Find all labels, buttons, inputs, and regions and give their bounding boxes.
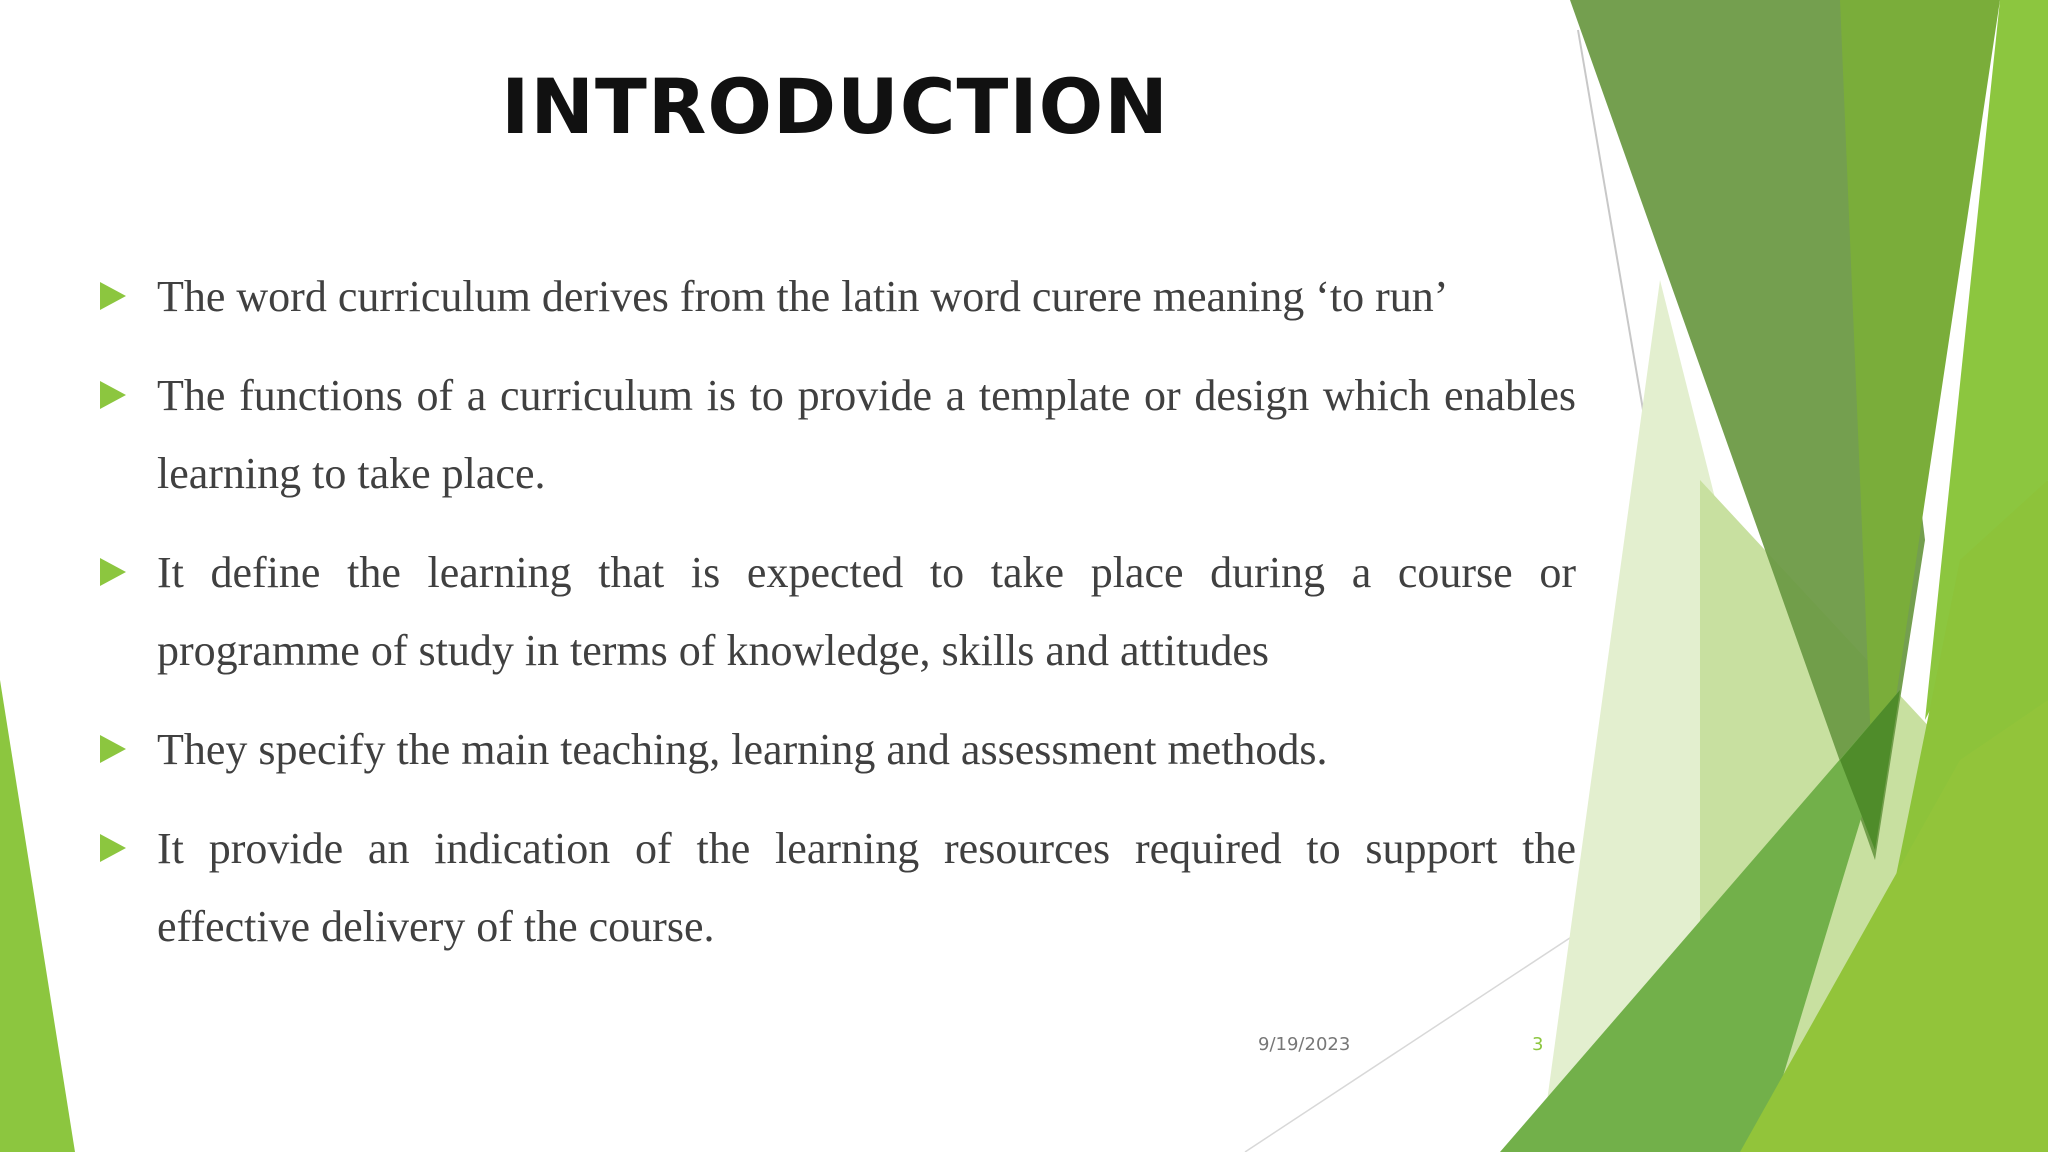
slide-title: INTRODUCTION <box>501 62 1169 151</box>
bullet-item <box>100 258 1576 336</box>
triangle-arrow-right-icon <box>100 735 126 763</box>
left-green-shape <box>0 680 75 1152</box>
triangle-arrow-right-icon <box>100 558 126 586</box>
triangle-arrow-right-icon <box>100 282 126 310</box>
footer-page-number: 3 <box>1532 1034 1544 1055</box>
bullet-text: The functions of a curriculum is to provide a template or design which enables learning to take place. <box>157 371 1576 498</box>
bullet-item <box>100 357 1576 513</box>
footer-date: 9/19/2023 <box>1258 1034 1351 1055</box>
bullet-item <box>100 711 1576 789</box>
bullet-text: They specify the main teaching, learning and assessment methods. <box>157 725 1328 774</box>
triangle-arrow-right-icon <box>100 834 126 862</box>
bullet-list <box>100 258 1576 987</box>
bullet-item <box>100 810 1576 966</box>
bullet-text: It provide an indication of the learning resources required to support the effective delivery of the course. <box>157 824 1576 951</box>
triangle-arrow-right-icon <box>100 381 126 409</box>
bullet-text: The word curriculum derives from the latin word curere meaning ‘to run’ <box>157 272 1449 321</box>
bullet-item <box>100 534 1576 690</box>
bullet-text: It define the learning that is expected to take place during a course or programme of study in terms of knowledge, skills and attitudes <box>157 548 1576 675</box>
